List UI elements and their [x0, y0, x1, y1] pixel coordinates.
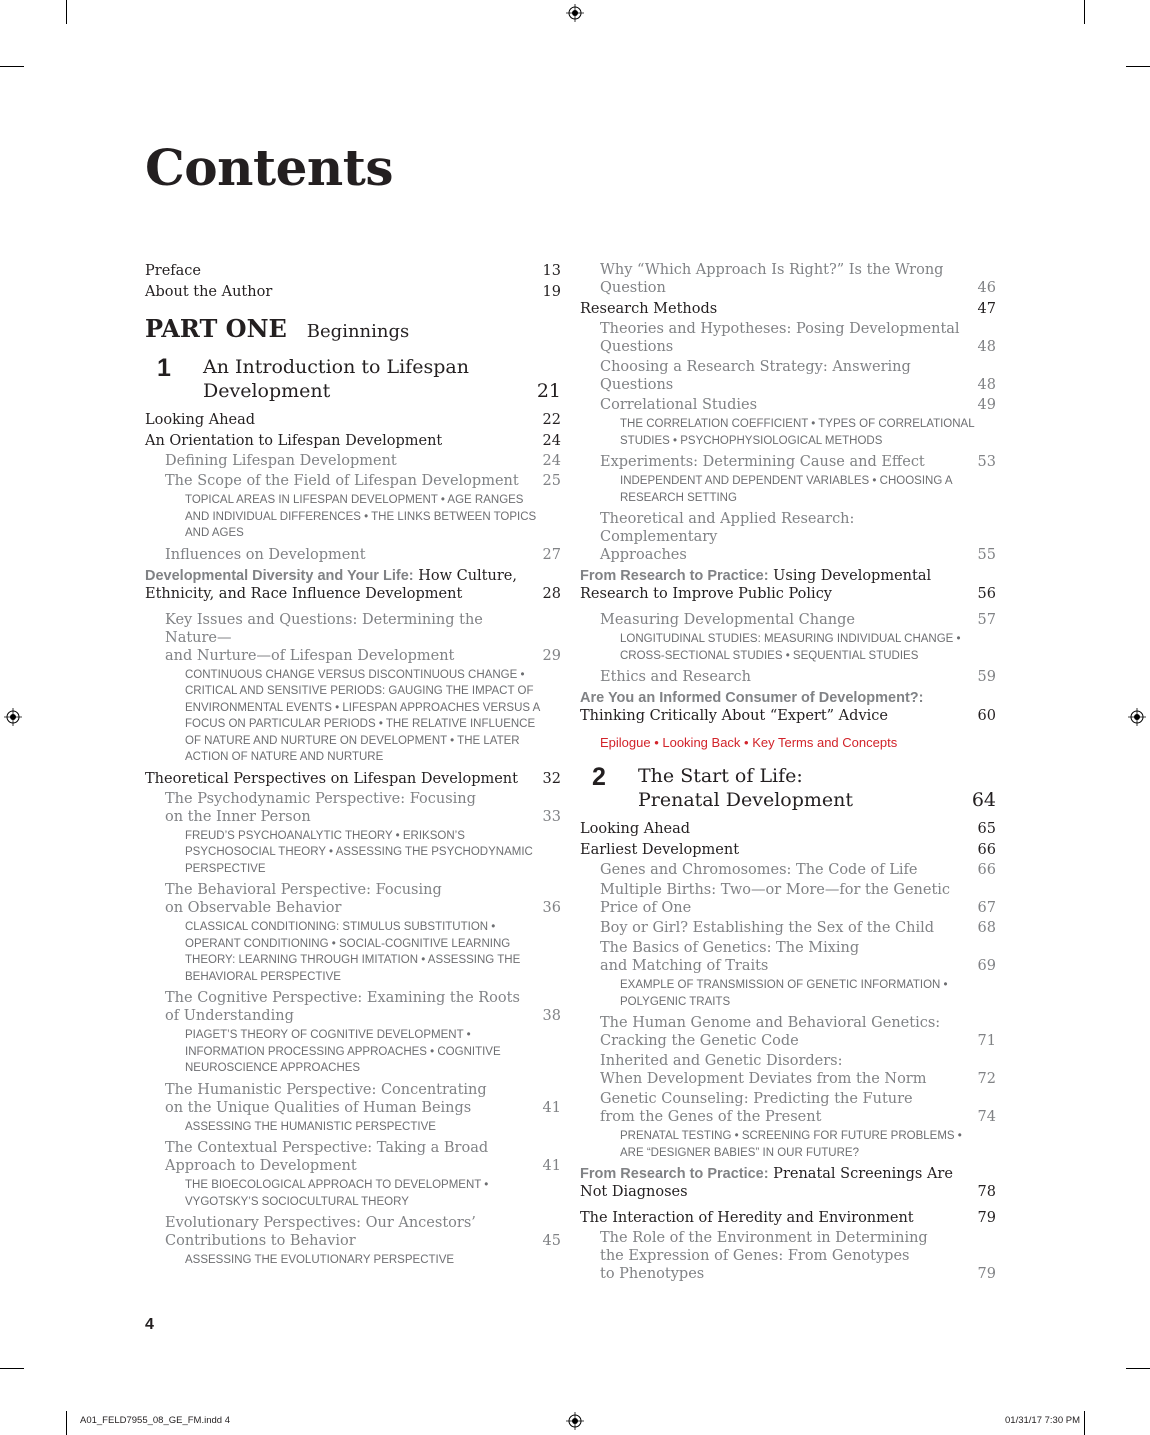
- toc-page-number: 79: [977, 1266, 996, 1282]
- toc-entry-title: The Interaction of Heredity and Environment: [580, 1210, 914, 1226]
- crop-mark: [66, 1411, 67, 1435]
- toc-topics: PIAGET’S THEORY OF COGNITIVE DEVELOPMENT • INFORMATION PROCESSING APPROACHES • COGNITIVE NEUROSCIENCE APPROACHES: [185, 1029, 501, 1074]
- toc-entry[interactable]: [145, 432, 561, 450]
- registration-mark-icon: [566, 4, 584, 22]
- toc-page-number: 57: [977, 612, 996, 628]
- part-name: Beginnings: [306, 321, 410, 342]
- toc-entry-title: The Contextual Perspective: Taking a Broad Approach to Development: [165, 1140, 489, 1174]
- toc-page-number: 48: [977, 377, 996, 393]
- toc-subentry[interactable]: [145, 1214, 561, 1250]
- toc-subentry[interactable]: [580, 1052, 996, 1088]
- toc-subentry[interactable]: [580, 1229, 996, 1283]
- feature-title: Thinking Critically About “Expert” Advice: [580, 708, 888, 724]
- slug-filename: A01_FELD7955_08_GE_FM.indd 4: [80, 1415, 230, 1426]
- toc-topics: INDEPENDENT AND DEPENDENT VARIABLES • CHOOSING A RESEARCH SETTING: [620, 475, 952, 504]
- registration-mark-icon: [4, 708, 22, 726]
- toc-entry-title: Genetic Counseling: Predicting the Future from the Genes of the Present: [600, 1091, 913, 1125]
- chapter-heading-2[interactable]: [580, 764, 996, 812]
- toc-entry-title: Why “Which Approach Is Right?” Is the Wrong Question: [600, 262, 944, 296]
- toc-entry-title: An Orientation to Lifespan Development: [145, 433, 443, 449]
- toc-entry-title: Looking Ahead: [580, 821, 691, 837]
- toc-subentry[interactable]: [145, 1139, 561, 1175]
- toc-page-number: 59: [977, 669, 996, 685]
- toc-entry-title: Boy or Girl? Establishing the Sex of the Child: [600, 920, 935, 936]
- chapter-title: The Start of Life: Prenatal Development: [638, 765, 854, 811]
- toc-page-number: 56: [977, 586, 996, 602]
- toc-subentry[interactable]: [580, 510, 996, 564]
- toc-page-number: 66: [977, 862, 996, 878]
- toc-entry-about[interactable]: [145, 283, 561, 301]
- page-title: Contents: [145, 138, 394, 197]
- toc-subentry[interactable]: [580, 358, 996, 394]
- toc-entry-title: Experiments: Determining Cause and Effect: [600, 454, 925, 470]
- toc-subentry[interactable]: [145, 1081, 561, 1117]
- toc-page-number: 55: [977, 547, 996, 563]
- toc-page-number: 27: [542, 546, 561, 563]
- feature-label: From Research to Practice:: [580, 1166, 769, 1182]
- toc-page-number: 41: [542, 1099, 561, 1116]
- toc-page-number: 13: [542, 263, 561, 279]
- toc-subentry[interactable]: [580, 611, 996, 629]
- toc-entry-title: The Humanistic Perspective: Concentrating on the Unique Qualities of Human Beings: [165, 1081, 487, 1116]
- crop-mark: [66, 0, 67, 24]
- toc-entry[interactable]: [580, 841, 996, 859]
- toc-subentry[interactable]: [580, 320, 996, 356]
- toc-entry-preface[interactable]: [145, 262, 561, 280]
- toc-subentry[interactable]: [145, 790, 561, 826]
- toc-entry-title: Measuring Developmental Change: [600, 612, 855, 628]
- toc-page-number: 49: [977, 397, 996, 413]
- toc-page-number: 38: [542, 1008, 561, 1024]
- toc-entry[interactable]: [580, 300, 996, 318]
- page-number: 4: [145, 1316, 154, 1333]
- toc-feature-entry[interactable]: [145, 567, 561, 603]
- toc-entry-title: Defining Lifespan Development: [165, 453, 397, 469]
- toc-page-number: 72: [977, 1071, 996, 1087]
- toc-entry-title: The Basics of Genetics: The Mixing and Matching of Traits: [600, 940, 860, 974]
- toc-page-number: 32: [542, 770, 561, 787]
- feature-label: From Research to Practice:: [580, 568, 769, 584]
- slug-date: 01/31/17 7:30 PM: [1005, 1415, 1080, 1426]
- chapter-title: An Introduction to Lifespan Development: [203, 356, 469, 402]
- feature-label: Are You an Informed Consumer of Development?:: [580, 690, 924, 706]
- toc-entry[interactable]: [145, 411, 561, 429]
- chapter-heading-1[interactable]: [145, 355, 561, 403]
- toc-page-number: 66: [977, 842, 996, 858]
- toc-page-number: 60: [977, 708, 996, 724]
- crop-mark: [1126, 66, 1150, 67]
- toc-entry-title: Ethics and Research: [600, 669, 751, 685]
- toc-entry-title: The Human Genome and Behavioral Genetics: Cracking the Genetic Code: [600, 1015, 941, 1049]
- toc-subentry[interactable]: [580, 861, 996, 879]
- toc-topics: PRENATAL TESTING • SCREENING FOR FUTURE PROBLEMS • ARE “DESIGNER BABIES” IN OUR FUTURE?: [620, 1130, 962, 1159]
- crop-mark: [0, 1368, 24, 1369]
- toc-entry-title: The Cognitive Perspective: Examining the Roots of Understanding: [165, 990, 520, 1024]
- toc-topics: TOPICAL AREAS IN LIFESPAN DEVELOPMENT • AGE RANGES AND INDIVIDUAL DIFFERENCES • THE LINKS BETWEEN TOPICS AND AGES: [185, 494, 537, 539]
- toc-subentry[interactable]: [145, 452, 561, 470]
- toc-subentry[interactable]: [580, 668, 996, 686]
- toc-page-number: 33: [542, 808, 561, 825]
- toc-entry-title: Looking Ahead: [145, 412, 256, 428]
- toc-entry-title: Key Issues and Questions: Determining the Nature— and Nurture—of Lifespan Development: [165, 611, 483, 664]
- toc-page-number: 65: [977, 821, 996, 837]
- toc-entry-title: Theoretical and Applied Research: Complementary Approaches: [600, 511, 855, 563]
- crop-mark: [1084, 1411, 1085, 1435]
- toc-entry-title: The Scope of the Field of Lifespan Development: [165, 473, 519, 489]
- toc-entry-title: Theoretical Perspectives on Lifespan Development: [145, 770, 518, 787]
- toc-entry-title: Multiple Births: Two—or More—for the Genetic Price of One: [600, 882, 951, 916]
- toc-topics: ASSESSING THE EVOLUTIONARY PERSPECTIVE: [185, 1254, 455, 1266]
- toc-topics: THE CORRELATION COEFFICIENT • TYPES OF CORRELATIONAL STUDIES • PSYCHOPHYSIOLOGICAL METHODS: [620, 418, 975, 447]
- toc-subentry[interactable]: [580, 396, 996, 414]
- toc-page-number: 29: [542, 647, 561, 664]
- toc-entry-title: Evolutionary Perspectives: Our Ancestors’ Contributions to Behavior: [165, 1215, 476, 1249]
- chapter-number: 1: [157, 354, 171, 382]
- feature-title: Using Developmental Research to Improve Public Policy: [580, 568, 932, 602]
- toc-topics: EXAMPLE OF TRANSMISSION OF GENETIC INFORMATION • POLYGENIC TRAITS: [620, 979, 948, 1008]
- toc-entry-title: The Psychodynamic Perspective: Focusing on the Inner Person: [165, 790, 476, 825]
- epilogue-line[interactable]: Epilogue • Looking Back • Key Terms and Concepts: [600, 735, 898, 750]
- toc-subentry[interactable]: [145, 881, 561, 917]
- toc-entry-title: Preface: [145, 263, 201, 279]
- feature-label: Developmental Diversity and Your Life:: [145, 567, 414, 584]
- toc-page-number: 22: [542, 412, 561, 428]
- toc-entry-title: Choosing a Research Strategy: Answering Questions: [600, 359, 911, 393]
- toc-page-number: 67: [977, 900, 996, 916]
- toc-entry-title: Earliest Development: [580, 842, 740, 858]
- toc-page-number: 48: [977, 339, 996, 355]
- toc-page-number: 53: [977, 454, 996, 470]
- toc-subentry[interactable]: [580, 919, 996, 937]
- toc-page-number: 74: [977, 1109, 996, 1125]
- toc-entry[interactable]: [580, 1209, 996, 1227]
- toc-subentry[interactable]: [580, 261, 996, 297]
- toc-page-number: 68: [977, 920, 996, 936]
- toc-entry-title: The Role of the Environment in Determining the Expression of Genes: From Genotypes to Phenotypes: [600, 1230, 928, 1282]
- toc-page-number: 78: [977, 1184, 996, 1200]
- toc-entry-title: Genes and Chromosomes: The Code of Life: [600, 862, 918, 878]
- part-label: PART ONE: [145, 314, 287, 343]
- toc-feature-entry[interactable]: [580, 1165, 996, 1201]
- toc-subentry[interactable]: [145, 546, 561, 564]
- toc-page-number: 41: [542, 1158, 561, 1174]
- toc-subentry[interactable]: [580, 1090, 996, 1126]
- registration-mark-icon: [566, 1412, 584, 1430]
- chapter-page: 64: [971, 789, 996, 811]
- toc-page-number: 25: [542, 473, 561, 489]
- toc-right-column: [580, 259, 996, 1285]
- toc-page-number: 45: [542, 1233, 561, 1249]
- registration-mark-icon: [1128, 708, 1146, 726]
- toc-topics: FREUD’S PSYCHOANALYTIC THEORY • ERIKSON’S PSYCHOSOCIAL THEORY • ASSESSING THE PSYCHODYNAMIC PERSPECTIVE: [185, 829, 533, 875]
- toc-page-number: 24: [542, 453, 561, 469]
- toc-entry-title: Correlational Studies: [600, 397, 758, 413]
- toc-page-number: 19: [542, 284, 561, 300]
- toc-page-number: 71: [977, 1033, 996, 1049]
- toc-subentry[interactable]: [145, 472, 561, 490]
- toc-subentry[interactable]: [580, 453, 996, 471]
- crop-mark: [1084, 0, 1085, 24]
- toc-page-number: 24: [542, 433, 561, 449]
- toc-entry-title: The Behavioral Perspective: Focusing on Observable Behavior: [165, 882, 442, 916]
- feature-title: Prenatal Screenings Are Not Diagnoses: [580, 1166, 953, 1200]
- toc-entry-title: Influences on Development: [165, 546, 366, 563]
- toc-subentry[interactable]: [580, 881, 996, 917]
- toc-entry[interactable]: [580, 820, 996, 838]
- toc-topics: LONGITUDINAL STUDIES: MEASURING INDIVIDUAL CHANGE • CROSS-SECTIONAL STUDIES • SEQUENTIAL STUDIES: [620, 633, 961, 662]
- feature-title: How Culture, Ethnicity, and Race Influence Development: [145, 567, 517, 602]
- toc-entry-title: Research Methods: [580, 301, 718, 317]
- crop-mark: [0, 66, 24, 67]
- toc-page-number: 28: [542, 585, 561, 602]
- toc-feature-entry[interactable]: [580, 567, 996, 603]
- toc-left-column: [145, 259, 561, 1273]
- toc-topics: ASSESSING THE HUMANISTIC PERSPECTIVE: [185, 1120, 436, 1133]
- toc-page-number: 36: [542, 900, 561, 916]
- toc-entry-title: Inherited and Genetic Disorders: When Development Deviates from the Norm: [600, 1053, 927, 1087]
- toc-subentry[interactable]: [145, 611, 561, 665]
- toc-topics: CONTINUOUS CHANGE VERSUS DISCONTINUOUS CHANGE • CRITICAL AND SENSITIVE PERIODS: GAUGING THE IMPACT OF ENVIRONMENTAL EVENTS • LIFESPAN APPROACHES VERSUS A FOCUS ON PARTICULAR PERIODS • THE RELATIVE INFLUENCE OF NATURE AND NURTURE ON DEVELOPMENT • THE LATER ACTION OF NATURE AND NURTURE: [185, 668, 540, 763]
- toc-topics: CLASSICAL CONDITIONING: STIMULUS SUBSTITUTION • OPERANT CONDITIONING • SOCIAL-COGNITIVE LEARNING THEORY: LEARNING THROUGH IMITATION • ASSESSING THE BEHAVIORAL PERSPECTIVE: [185, 921, 521, 983]
- toc-entry-title: About the Author: [145, 284, 273, 300]
- part-heading: [145, 314, 561, 343]
- toc-subentry[interactable]: [580, 939, 996, 975]
- toc-entry[interactable]: [145, 770, 561, 788]
- crop-mark: [1126, 1368, 1150, 1369]
- chapter-number: 2: [592, 763, 606, 791]
- toc-page-number: 69: [977, 958, 996, 974]
- toc-page-number: 79: [977, 1210, 996, 1226]
- toc-subentry[interactable]: [580, 1014, 996, 1050]
- chapter-page: 21: [536, 380, 561, 402]
- toc-page-number: 46: [977, 280, 996, 296]
- toc-entry-title: Theories and Hypotheses: Posing Developmental Questions: [600, 321, 960, 355]
- toc-subentry[interactable]: [145, 989, 561, 1025]
- toc-page-number: 47: [977, 301, 996, 317]
- toc-topics: THE BIOECOLOGICAL APPROACH TO DEVELOPMENT • VYGOTSKY’S SOCIOCULTURAL THEORY: [185, 1179, 489, 1208]
- toc-feature-entry[interactable]: [580, 689, 996, 725]
